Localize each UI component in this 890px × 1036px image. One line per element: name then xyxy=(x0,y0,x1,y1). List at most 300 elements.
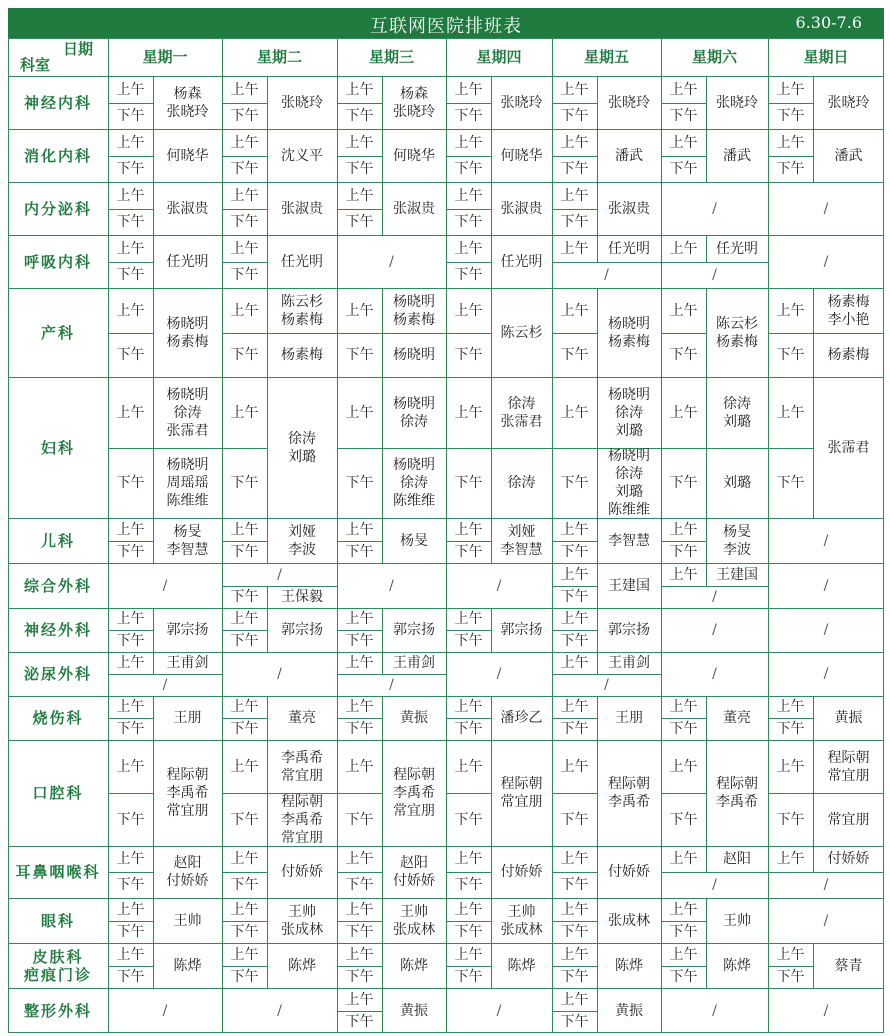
pm-label: 下午 xyxy=(116,544,145,560)
doctor-names: 刘娅 李智慧 xyxy=(500,523,543,558)
doctor-names: 杨晓明 徐涛 刘璐 xyxy=(608,386,650,439)
pm-label: 下午 xyxy=(560,924,589,940)
am-label: 上午 xyxy=(454,758,483,775)
doctor-names: 陈烨 xyxy=(400,957,428,974)
am-label: 上午 xyxy=(454,699,483,715)
pm-label: 下午 xyxy=(669,811,698,828)
doctor-names: 何晓华 xyxy=(166,147,209,164)
am-label: 上午 xyxy=(669,404,698,421)
pm-label: 下午 xyxy=(669,475,698,491)
pm-label: 下午 xyxy=(560,475,589,491)
doctor-names: 陈烨 xyxy=(615,957,643,974)
doctor-names: 王帅 张成林 xyxy=(393,903,435,938)
doctor-names: 程际朝 李禹希 xyxy=(716,776,758,810)
doctor-names: 蔡青 xyxy=(834,957,863,974)
day-header: 星期二 xyxy=(256,48,302,66)
am-label: 上午 xyxy=(669,699,698,715)
am-label: 上午 xyxy=(116,851,145,867)
corner-date-label: 日期 xyxy=(62,40,93,58)
pm-label: 下午 xyxy=(454,544,483,560)
pm-label: 下午 xyxy=(669,347,698,363)
doctor-names: 杨晓明 徐涛 xyxy=(393,395,435,430)
doctor-names: 任光明 xyxy=(716,240,758,257)
pm-label: 下午 xyxy=(669,161,698,177)
am-label: 上午 xyxy=(345,611,374,627)
doctor-names: 沈义平 xyxy=(281,147,323,164)
am-label: 上午 xyxy=(230,404,259,421)
am-label: 上午 xyxy=(669,521,698,538)
am-label: 上午 xyxy=(116,758,145,775)
doctor-names: 程际朝 李禹希 常宜朋 xyxy=(166,767,209,819)
am-label: 上午 xyxy=(230,901,259,918)
doctor-names: 潘武 xyxy=(615,147,643,164)
am-label: 上午 xyxy=(454,187,483,204)
am-label: 上午 xyxy=(454,302,483,319)
pm-label: 下午 xyxy=(345,924,374,940)
doctor-names: 张成林 xyxy=(608,912,650,929)
pm-label: 下午 xyxy=(116,475,145,491)
am-label: 上午 xyxy=(345,187,374,204)
am-label: 上午 xyxy=(454,901,483,918)
doctor-names: 郭宗扬 xyxy=(166,622,209,638)
empty-slot-slash: / xyxy=(277,566,282,583)
am-label: 上午 xyxy=(116,611,145,627)
doctor-names: 张晓玲 xyxy=(716,94,758,111)
doctor-names: 杨晓明 周瑶瑶 陈维维 xyxy=(166,457,209,509)
pm-label: 下午 xyxy=(454,721,483,737)
pm-label: 下午 xyxy=(345,633,374,649)
empty-slot-slash: / xyxy=(496,1002,502,1019)
department-name: 泌尿外科 xyxy=(23,665,92,683)
empty-slot-slash: / xyxy=(277,666,282,682)
corner-dept-label: 科室 xyxy=(19,56,50,74)
doctor-names: 王帅 张成林 xyxy=(500,903,543,938)
doctor-names: 杨晓明 徐涛 刘璐 陈维维 xyxy=(608,448,650,518)
am-label: 上午 xyxy=(230,240,259,257)
doctor-names: 杨晓明 杨素梅 xyxy=(393,293,435,328)
am-label: 上午 xyxy=(116,404,145,421)
pm-label: 下午 xyxy=(345,214,374,230)
am-label: 上午 xyxy=(345,991,374,1008)
department-name: 神经内科 xyxy=(23,93,92,112)
doctor-names: 王朋 xyxy=(615,710,643,726)
empty-slot-slash: / xyxy=(823,912,829,929)
doctor-names: 常宜朋 xyxy=(827,811,870,828)
empty-slot-slash: / xyxy=(712,622,717,638)
doctor-names: 黄振 xyxy=(834,710,863,726)
pm-label: 下午 xyxy=(230,475,259,491)
doctor-names: 黄振 xyxy=(400,1002,428,1019)
pm-label: 下午 xyxy=(454,108,483,124)
pm-label: 下午 xyxy=(560,721,589,737)
am-label: 上午 xyxy=(116,302,145,319)
doctor-names: 徐涛 张霈君 xyxy=(500,395,543,430)
doctor-names: 黄振 xyxy=(615,1002,643,1019)
doctor-names: 郭宗扬 xyxy=(500,622,543,638)
pm-label: 下午 xyxy=(345,108,374,124)
pm-label: 下午 xyxy=(345,544,374,560)
doctor-names: 陈云杉 杨素梅 xyxy=(716,315,758,350)
pm-label: 下午 xyxy=(669,924,698,940)
pm-label: 下午 xyxy=(669,544,698,560)
department-name: 妇科 xyxy=(40,438,75,457)
day-header: 星期三 xyxy=(368,48,414,66)
doctor-names: 王帅 xyxy=(173,912,202,929)
empty-slot-slash: / xyxy=(823,253,829,270)
am-label: 上午 xyxy=(454,946,483,963)
pm-label: 下午 xyxy=(560,811,589,828)
page-title: 互联网医院排班表 xyxy=(370,16,522,37)
am-label: 上午 xyxy=(560,699,589,715)
doctor-names: 张霈君 xyxy=(827,439,870,456)
title-bar xyxy=(8,8,884,38)
doctor-names: 杨晓明 杨素梅 xyxy=(166,315,209,350)
pm-label: 下午 xyxy=(230,589,259,605)
day-header: 星期五 xyxy=(583,48,629,66)
pm-label: 下午 xyxy=(345,347,374,363)
am-label: 上午 xyxy=(454,851,483,867)
doctor-names: 郭宗扬 xyxy=(393,622,435,638)
doctor-names: 潘珍乙 xyxy=(500,710,543,726)
doctor-names: 潘武 xyxy=(723,147,751,164)
empty-slot-slash: / xyxy=(823,200,829,217)
department-name: 综合外科 xyxy=(23,576,92,595)
pm-label: 下午 xyxy=(669,721,698,737)
am-label: 上午 xyxy=(230,851,259,867)
am-label: 上午 xyxy=(669,758,698,775)
am-label: 上午 xyxy=(454,521,483,538)
am-label: 上午 xyxy=(776,758,805,775)
doctor-names: 张淑贵 xyxy=(166,200,209,217)
am-label: 上午 xyxy=(345,901,374,918)
doctor-names: 王甫剑 xyxy=(393,655,435,671)
empty-slot-slash: / xyxy=(277,1002,282,1019)
department-name: 呼吸内科 xyxy=(23,252,92,271)
am-label: 上午 xyxy=(669,81,698,98)
pm-label: 下午 xyxy=(345,969,374,985)
am-label: 上午 xyxy=(776,81,805,98)
empty-slot-slash: / xyxy=(496,666,502,682)
am-label: 上午 xyxy=(345,851,374,867)
am-label: 上午 xyxy=(345,134,374,151)
pm-label: 下午 xyxy=(454,877,483,893)
department-name: 神经外科 xyxy=(23,621,92,639)
doctor-names: 张晓玲 xyxy=(281,94,323,111)
doctor-names: 张淑贵 xyxy=(393,200,435,217)
doctor-names: 何晓华 xyxy=(500,147,543,164)
am-label: 上午 xyxy=(230,134,259,151)
doctor-names: 程际朝 李禹希 xyxy=(608,776,650,810)
doctor-names: 郭宗扬 xyxy=(281,622,323,638)
am-label: 上午 xyxy=(345,81,374,98)
pm-label: 下午 xyxy=(454,214,483,230)
am-label: 上午 xyxy=(560,901,589,918)
pm-label: 下午 xyxy=(116,924,145,940)
pm-label: 下午 xyxy=(230,924,259,940)
am-label: 上午 xyxy=(116,655,145,671)
pm-label: 下午 xyxy=(454,969,483,985)
pm-label: 下午 xyxy=(776,475,805,491)
pm-label: 下午 xyxy=(116,347,145,363)
empty-slot-slash: / xyxy=(162,677,168,693)
day-header: 星期日 xyxy=(803,48,849,66)
doctor-names: 王甫剑 xyxy=(166,655,209,671)
am-label: 上午 xyxy=(230,946,259,963)
pm-label: 下午 xyxy=(230,721,259,737)
am-label: 上午 xyxy=(454,134,483,151)
doctor-names: 张晓玲 xyxy=(608,94,650,111)
doctor-names: 赵阳 xyxy=(723,851,751,867)
doctor-names: 杨晓明 xyxy=(393,347,435,363)
pm-label: 下午 xyxy=(560,633,589,649)
doctor-names: 郭宗扬 xyxy=(608,622,650,638)
doctor-names: 王帅 张成林 xyxy=(281,903,323,938)
am-label: 上午 xyxy=(116,134,145,151)
pm-label: 下午 xyxy=(669,108,698,124)
pm-label: 下午 xyxy=(776,721,805,737)
empty-slot-slash: / xyxy=(712,589,717,605)
doctor-names: 杨晓明 徐涛 陈维维 xyxy=(393,457,435,509)
doctor-names: 刘娅 李波 xyxy=(288,523,316,558)
doctor-names: 任光明 xyxy=(608,240,650,257)
doctor-names: 杨旻 李波 xyxy=(723,523,751,558)
empty-slot-slash: / xyxy=(823,666,829,682)
am-label: 上午 xyxy=(345,699,374,715)
pm-label: 下午 xyxy=(454,475,483,491)
schedule-table xyxy=(8,38,884,1030)
doctor-names: 李智慧 xyxy=(608,532,650,549)
am-label: 上午 xyxy=(230,521,259,538)
am-label: 上午 xyxy=(776,699,805,715)
empty-slot-slash: / xyxy=(823,1002,829,1019)
pm-label: 下午 xyxy=(560,969,589,985)
doctor-names: 潘武 xyxy=(834,147,863,164)
doctor-names: 杨森 张晓玲 xyxy=(166,85,209,120)
doctor-names: 任光明 xyxy=(281,253,323,270)
pm-label: 下午 xyxy=(560,1014,589,1030)
pm-label: 下午 xyxy=(345,1014,374,1030)
pm-label: 下午 xyxy=(230,267,259,283)
am-label: 上午 xyxy=(560,81,589,98)
am-label: 上午 xyxy=(345,758,374,775)
am-label: 上午 xyxy=(116,81,145,98)
empty-slot-slash: / xyxy=(823,577,829,594)
date-range: 6.30-7.6 xyxy=(795,13,862,32)
pm-label: 下午 xyxy=(560,108,589,124)
empty-slot-slash: / xyxy=(712,1002,717,1019)
empty-slot-slash: / xyxy=(823,532,829,549)
pm-label: 下午 xyxy=(116,267,145,283)
am-label: 上午 xyxy=(776,404,805,421)
pm-label: 下午 xyxy=(230,544,259,560)
am-label: 上午 xyxy=(560,758,589,775)
am-label: 上午 xyxy=(560,851,589,867)
empty-slot-slash: / xyxy=(823,622,829,638)
am-label: 上午 xyxy=(560,946,589,963)
pm-label: 下午 xyxy=(345,721,374,737)
doctor-names: 王甫剑 xyxy=(608,655,650,671)
empty-slot-slash: / xyxy=(604,267,609,283)
pm-label: 下午 xyxy=(230,347,259,363)
am-label: 上午 xyxy=(776,302,805,319)
doctor-names: 徐涛 刘璐 xyxy=(288,430,316,465)
pm-label: 下午 xyxy=(230,214,259,230)
am-label: 上午 xyxy=(560,302,589,319)
empty-slot-slash: / xyxy=(389,253,394,270)
doctor-names: 任光明 xyxy=(500,253,543,270)
doctor-names: 程际朝 李禹希 常宜朋 xyxy=(393,767,435,819)
doctor-names: 陈烨 xyxy=(723,957,751,974)
department-name: 产科 xyxy=(40,323,75,342)
am-label: 上午 xyxy=(116,901,145,918)
doctor-names: 张淑贵 xyxy=(281,200,323,217)
am-label: 上午 xyxy=(776,851,805,867)
doctor-names: 付娇娇 xyxy=(608,864,650,880)
am-label: 上午 xyxy=(116,187,145,204)
doctor-names: 程际朝 常宜朋 xyxy=(500,776,543,810)
department-name: 整形外科 xyxy=(23,1001,92,1020)
am-label: 上午 xyxy=(669,302,698,319)
am-label: 上午 xyxy=(116,240,145,257)
am-label: 上午 xyxy=(230,187,259,204)
am-label: 上午 xyxy=(560,611,589,627)
pm-label: 下午 xyxy=(116,214,145,230)
doctor-names: 王朋 xyxy=(173,710,202,726)
pm-label: 下午 xyxy=(230,108,259,124)
doctor-names: 徐涛 刘璐 xyxy=(723,395,751,430)
am-label: 上午 xyxy=(560,991,589,1008)
day-header: 星期四 xyxy=(476,48,522,66)
pm-label: 下午 xyxy=(454,811,483,828)
pm-label: 下午 xyxy=(345,475,374,491)
doctor-names: 杨晓明 徐涛 张霈君 xyxy=(166,386,209,439)
am-label: 上午 xyxy=(560,404,589,421)
am-label: 上午 xyxy=(454,81,483,98)
doctor-names: 付娇娇 xyxy=(500,864,543,880)
am-label: 上午 xyxy=(560,655,589,671)
pm-label: 下午 xyxy=(345,161,374,177)
am-label: 上午 xyxy=(230,302,259,319)
am-label: 上午 xyxy=(454,611,483,627)
pm-label: 下午 xyxy=(116,877,145,893)
am-label: 上午 xyxy=(345,946,374,963)
pm-label: 下午 xyxy=(776,969,805,985)
department-name: 消化内科 xyxy=(23,146,92,165)
doctor-names: 杨森 张晓玲 xyxy=(393,85,435,120)
empty-slot-slash: / xyxy=(712,666,717,682)
pm-label: 下午 xyxy=(669,969,698,985)
empty-slot-slash: / xyxy=(712,877,717,893)
am-label: 上午 xyxy=(230,81,259,98)
pm-label: 下午 xyxy=(116,811,145,828)
pm-label: 下午 xyxy=(560,544,589,560)
doctor-names: 陈烨 xyxy=(288,957,316,974)
pm-label: 下午 xyxy=(116,721,145,737)
am-label: 上午 xyxy=(669,946,698,963)
doctor-names: 刘璐 xyxy=(723,475,751,491)
doctor-names: 董亮 xyxy=(723,710,751,726)
doctor-names: 王建国 xyxy=(608,577,650,594)
am-label: 上午 xyxy=(230,611,259,627)
department-name: 烧伤科 xyxy=(32,709,84,727)
empty-slot-slash: / xyxy=(162,1002,168,1019)
pm-label: 下午 xyxy=(776,161,805,177)
pm-label: 下午 xyxy=(560,161,589,177)
empty-slot-slash: / xyxy=(162,577,168,594)
doctor-names: 赵阳 付娇娇 xyxy=(166,855,209,889)
empty-slot-slash: / xyxy=(389,677,394,693)
pm-label: 下午 xyxy=(776,347,805,363)
empty-slot-slash: / xyxy=(712,267,717,283)
am-label: 上午 xyxy=(345,302,374,319)
am-label: 上午 xyxy=(560,134,589,151)
pm-label: 下午 xyxy=(116,161,145,177)
am-label: 上午 xyxy=(560,566,589,583)
doctor-names: 黄振 xyxy=(400,710,428,726)
doctor-names: 杨晓明 杨素梅 xyxy=(608,315,650,350)
pm-label: 下午 xyxy=(560,589,589,605)
am-label: 上午 xyxy=(560,240,589,257)
empty-slot-slash: / xyxy=(496,577,502,594)
am-label: 上午 xyxy=(116,699,145,715)
doctor-names: 张晓玲 xyxy=(500,94,543,111)
am-label: 上午 xyxy=(669,566,698,583)
pm-label: 下午 xyxy=(230,633,259,649)
am-label: 上午 xyxy=(776,134,805,151)
day-header: 星期六 xyxy=(691,48,737,66)
doctor-names: 赵阳 付娇娇 xyxy=(393,855,435,889)
doctor-names: 杨素梅 xyxy=(281,347,323,363)
pm-label: 下午 xyxy=(230,969,259,985)
pm-label: 下午 xyxy=(560,877,589,893)
department-name: 皮肤科 疤痕门诊 xyxy=(23,947,92,984)
pm-label: 下午 xyxy=(560,214,589,230)
doctor-names: 陈烨 xyxy=(507,957,536,974)
empty-slot-slash: / xyxy=(712,200,717,217)
pm-label: 下午 xyxy=(454,161,483,177)
doctor-names: 陈云杉 杨素梅 xyxy=(281,293,323,328)
doctor-names: 杨素梅 xyxy=(827,347,870,363)
am-label: 上午 xyxy=(669,901,698,918)
doctor-names: 何晓华 xyxy=(393,147,435,164)
am-label: 上午 xyxy=(454,240,483,257)
empty-slot-slash: / xyxy=(823,877,829,893)
am-label: 上午 xyxy=(560,187,589,204)
department-name: 儿科 xyxy=(40,531,75,550)
doctor-names: 徐涛 xyxy=(507,475,536,491)
doctor-names: 张晓玲 xyxy=(827,94,870,111)
department-name: 眼科 xyxy=(40,911,75,930)
pm-label: 下午 xyxy=(560,347,589,363)
am-label: 上午 xyxy=(560,521,589,538)
day-header: 星期一 xyxy=(142,48,188,66)
am-label: 上午 xyxy=(345,521,374,538)
doctor-names: 杨素梅 李小艳 xyxy=(827,293,870,328)
am-label: 上午 xyxy=(230,699,259,715)
am-label: 上午 xyxy=(776,946,805,963)
doctor-names: 程际朝 李禹希 常宜朋 xyxy=(281,793,323,846)
doctor-names: 王帅 xyxy=(723,912,751,929)
am-label: 上午 xyxy=(116,946,145,963)
department-name: 口腔科 xyxy=(32,784,84,802)
pm-label: 下午 xyxy=(116,108,145,124)
doctor-names: 杨旻 李智慧 xyxy=(166,523,209,558)
am-label: 上午 xyxy=(345,655,374,671)
pm-label: 下午 xyxy=(230,877,259,893)
pm-label: 下午 xyxy=(345,811,374,828)
pm-label: 下午 xyxy=(230,161,259,177)
doctor-names: 付娇娇 xyxy=(827,851,870,867)
